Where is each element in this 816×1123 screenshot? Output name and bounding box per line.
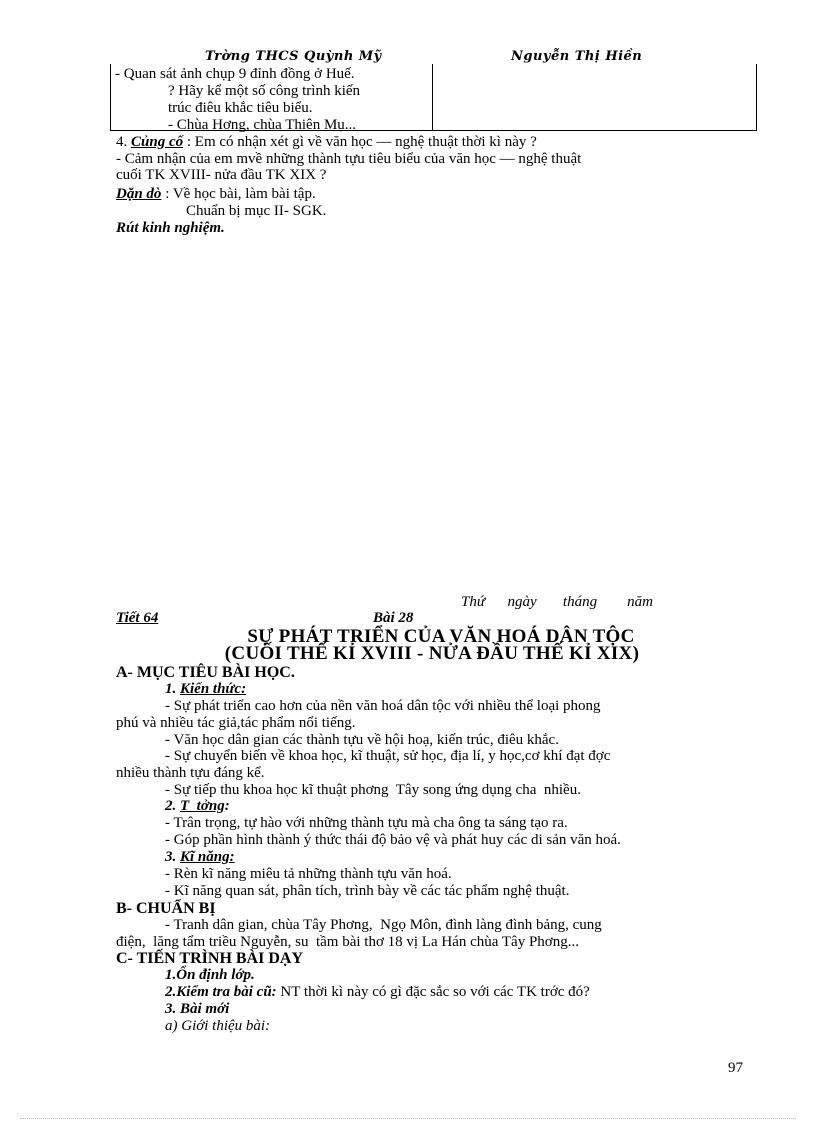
knowledge-line-2: phú và nhiều tác giả,tác phẩm nổi tiếng. — [116, 715, 356, 731]
homework-line — [116, 186, 316, 202]
consolidation-line-3: cuối TK XVIII- nửa đầu TK XIX ? — [116, 167, 327, 183]
knowledge-label: Kiến thức: — [180, 681, 247, 697]
table-line-3: trúc điêu khắc tiêu biểu. — [168, 100, 313, 116]
review-text: NT thời kì này có gì đặc sắc so với các TK trớc đó? — [276, 984, 590, 1000]
skills-number: 3. — [165, 849, 177, 865]
homework-line-2: Chuẩn bị mục II- SGK. — [186, 203, 327, 219]
consolidation-line-2: - Cảm nhận của em mvề những thành tựu tiêu biểu của văn học — nghệ thuật — [116, 151, 582, 167]
attitude-heading — [165, 798, 230, 814]
table-line-2: ? Hãy kể một số công trình kiến — [168, 83, 361, 99]
section-a-heading: A- MỤC TIÊU BÀI HỌC. — [116, 664, 295, 681]
page-number: 97 — [728, 1060, 743, 1076]
date-line: Thứ ngày tháng năm — [461, 594, 653, 610]
experience-heading: Rút kinh nghiệm. — [116, 220, 225, 236]
knowledge-line-1: - Sự phát triển cao hơn của nền văn hoá dân tộc với nhiều thể loại phong — [165, 698, 601, 714]
knowledge-number: 1. — [165, 681, 177, 697]
attitude-line-2: - Góp phần hình thành ý thức thái độ bảo vệ và phát huy các di sản văn hoá. — [165, 832, 621, 848]
lesson-title-2: (CUỐI THẾ KỈ XVIII - NỬA ĐẦU THẾ KỈ XIX) — [224, 643, 640, 664]
footer-dotted-line — [20, 1118, 796, 1119]
homework-text: : Về học bài, làm bài tập. — [165, 186, 316, 202]
section-c-heading: C- TIẾN TRÌNH BÀI DẠY — [116, 950, 303, 967]
step-stabilize: 1.Ổn định lớp. — [165, 967, 255, 983]
attitude-colon: : — [224, 798, 230, 814]
lesson-title-1: SỰ PHÁT TRIỂN CỦA VĂN HOÁ DÂN TỘC — [247, 626, 635, 647]
table-column-divider — [432, 64, 433, 130]
prep-line-2: điện, lăng tẩm triều Nguyễn, su tầm bài thơ 18 vị La Hán chùa Tây Phơng... — [116, 934, 579, 950]
attitude-line-1: - Trân trọng, tự hào với những thành tựu mà cha ông ta sáng tạo ra. — [165, 815, 568, 831]
prep-line-1: - Tranh dân gian, chùa Tây Phơng, Ngọ Môn, đình làng đình bảng, cung — [165, 917, 602, 933]
knowledge-line-5: nhiều thành tựu đáng kể. — [116, 765, 265, 781]
homework-label: Dặn dò — [116, 186, 162, 202]
consolidation-question: : Em có nhận xét gì về văn học — nghệ thuật thời kì này ? — [186, 134, 537, 150]
step-new-lesson: 3. Bài mới — [165, 1001, 230, 1017]
consolidation-label: Củng cố — [131, 134, 184, 150]
consolidation-number: 4. — [116, 134, 128, 150]
attitude-label: T tởng — [180, 798, 225, 814]
step-introduction: a) Giới thiệu bài: — [165, 1018, 271, 1034]
knowledge-line-4: - Sự chuyển biến về khoa học, kĩ thuật, sử học, địa lí, y học,cơ khí đạt đợc — [165, 748, 611, 764]
review-label: 2.Kiểm tra bài cũ: — [165, 984, 277, 1000]
knowledge-heading — [165, 681, 246, 697]
skills-line-1: - Rèn kĩ năng miêu tả những thành tựu văn hoá. — [165, 866, 452, 882]
attitude-number: 2. — [165, 798, 177, 814]
consolidation-line — [116, 134, 537, 150]
table-line-4: - Chùa Hơng, chùa Thiên Mụ... — [168, 117, 357, 133]
skills-heading — [165, 849, 235, 865]
table-line-1: - Quan sát ảnh chụp 9 đỉnh đồng ở Huế. — [115, 66, 355, 82]
skills-label: Kĩ năng: — [180, 849, 235, 865]
teacher-header: Nguyễn Thị Hiền — [511, 49, 643, 64]
step-review — [165, 984, 590, 1000]
lesson-number: Bài 28 — [373, 610, 414, 626]
section-b-heading: B- CHUẨN BỊ — [116, 900, 216, 917]
school-header: Trờng THCS Quỳnh Mỹ — [205, 49, 382, 64]
skills-line-2: - Kĩ năng quan sát, phân tích, trình bày về các tác phẩm nghệ thuật. — [165, 883, 570, 899]
knowledge-line-6: - Sự tiếp thu khoa học kĩ thuật phơng Tây song ứng dụng cha nhiều. — [165, 782, 581, 798]
lesson-period: Tiết 64 — [116, 610, 159, 626]
knowledge-line-3: - Văn học dân gian các thành tựu về hội hoạ, kiến trúc, điêu khắc. — [165, 732, 559, 748]
